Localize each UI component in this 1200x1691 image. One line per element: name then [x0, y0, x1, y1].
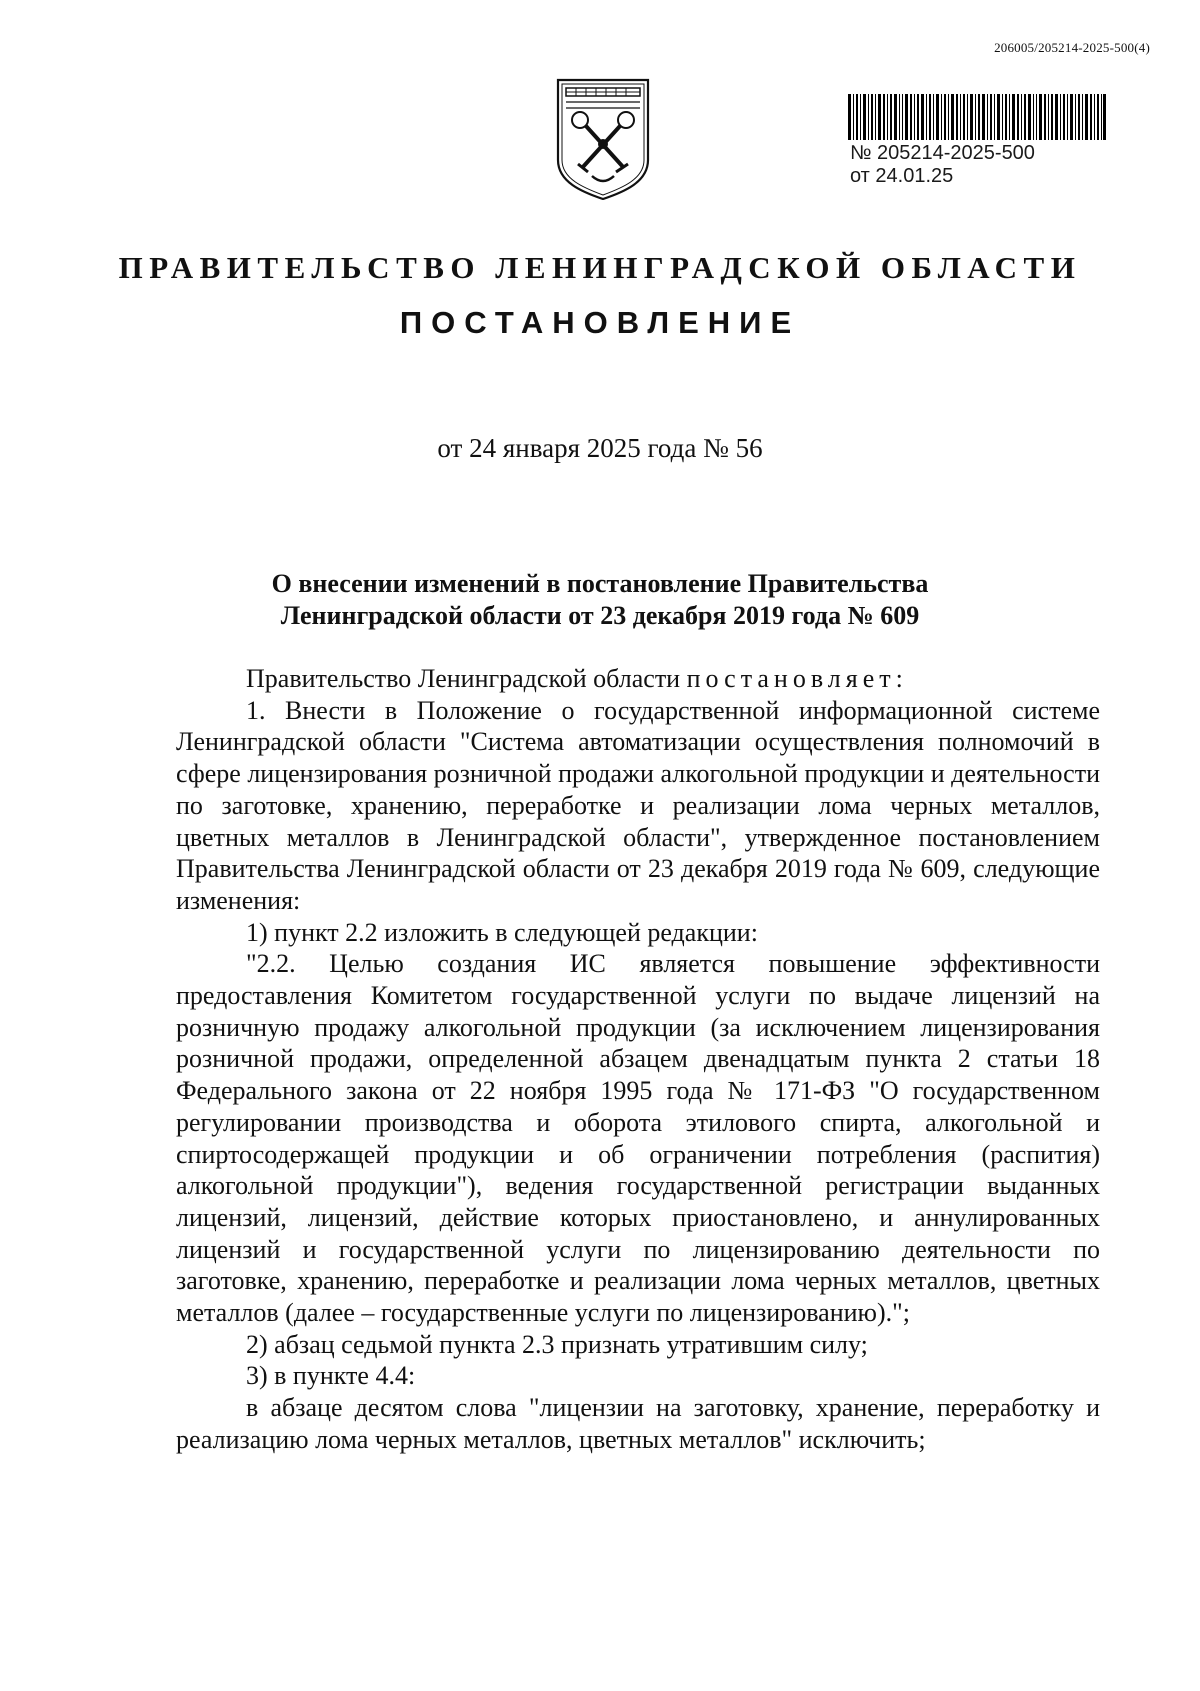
intro-paragraph [176, 663, 1100, 695]
barcode-icon [848, 94, 1106, 140]
intro-text: Правительство Ленинградской области [246, 664, 687, 693]
registration-date: от 24.01.25 [850, 165, 954, 187]
document-type: ПОСТАНОВЛЕНИЕ [399, 305, 801, 340]
paragraph-3: "2.2. Целью создания ИС является повышение эффективности предоставления Комитетом государственной услуги по выдаче лицензий на розничную продажу алкогольной продукции (за исключением лицензирования розничной продажи, определенной абзацем двенадцатым пункта 2 статьи 18 Федерального закона от 22 ноября 1995 года № 171-ФЗ "О государственном регулировании производства и оборота этилового спирта, алкогольной и спиртосодержащей продукции и об ограничении потребления (распития) алкогольной продукции"), ведения государственной регистрации выданных лицензий, лицензий, действие которых приостановлено, и аннулированных лицензий и государственной услуги по лицензированию деятельности по заготовке, хранению, переработке и реализации лома черных металлов, цветных металлов (далее – государственные услуги по лицензированию)."; [176, 949, 1100, 1328]
intro-decree-word: постановляет: [686, 664, 908, 693]
organization-name: ПРАВИТЕЛЬСТВО ЛЕНИНГРАДСКОЙ ОБЛАСТИ [118, 250, 1082, 285]
document-title [0, 568, 1200, 632]
paragraph-4: 2) абзац седьмой пункта 2.3 признать утратившим силу; [246, 1329, 868, 1359]
registration-stamp [850, 142, 1035, 188]
registration-number: № 205214-2025-500 [850, 142, 1035, 164]
paragraph-1: 1. Внести в Положение о государственной информационной системе Ленинградской области "Система автоматизации осуществления полномочий в сфере лицензирования розничной продажи алкогольной продукции и деятельности по заготовке, хранению, переработке и реализации лома черных металлов, цветных металлов в Ленинградской области", утвержденное постановлением Правительства Ленинградской области от 23 декабря 2019 года № 609, следующие изменения: [176, 695, 1100, 915]
document-reference-number: 206005/205214-2025-500(4) [994, 40, 1150, 55]
document-date-number: от 24 января 2025 года № 56 [437, 433, 763, 463]
document-title-line-1: О внесении изменений в постановление Правительства [271, 569, 929, 598]
paragraph-2: 1) пункт 2.2 изложить в следующей редакции: [246, 917, 758, 947]
document-body [176, 663, 1100, 1456]
coat-of-arms-icon [552, 72, 654, 200]
paragraph-5: 3) в пункте 4.4: [246, 1361, 416, 1391]
document-title-line-2: Ленинградской области от 23 декабря 2019 года № 609 [280, 601, 920, 630]
paragraph-6: в абзаце десятом слова "лицензии на заготовку, хранение, переработку и реализацию лома черных металлов, цветных металлов" исключить; [176, 1393, 1100, 1454]
